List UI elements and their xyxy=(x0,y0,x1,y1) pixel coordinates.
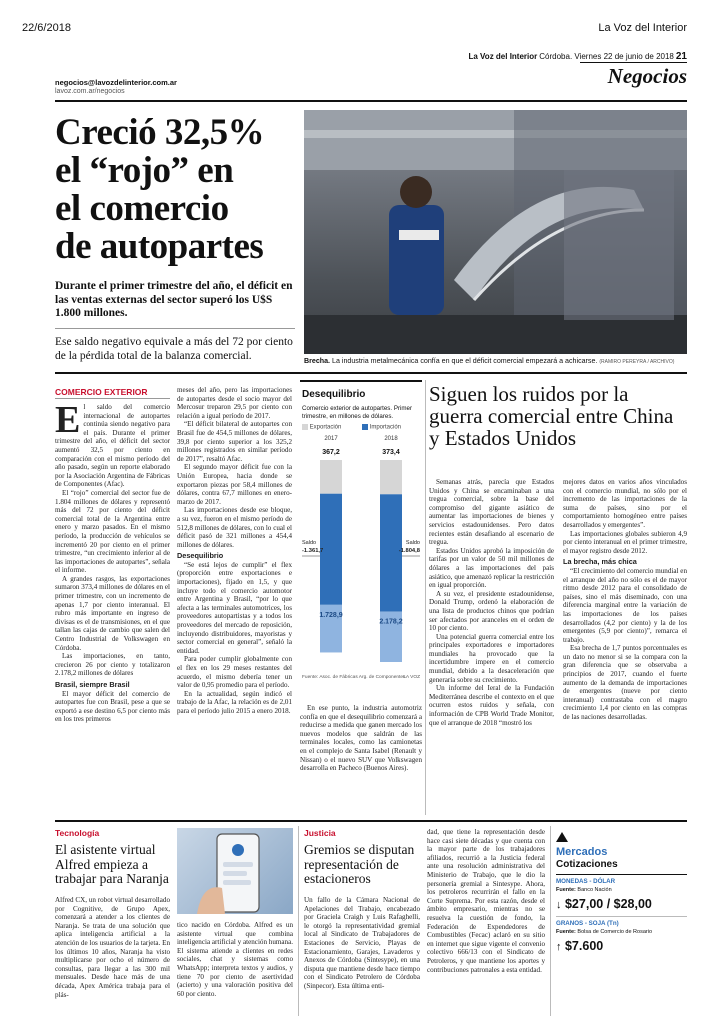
legend-import xyxy=(362,424,401,431)
china-col-1 xyxy=(429,478,554,814)
tech-label: Tecnología xyxy=(55,828,100,838)
lead-col2-p1: meses del año, pero las importaciones de autopartes desde el socio mayor del Mercosur treparon 29,5 por ciento con relación a igual período de 2017. xyxy=(177,386,292,420)
tech-headline: El asistente virtual Alfred empieza a trabajar para Naranja xyxy=(55,842,169,886)
legend-export-swatch xyxy=(302,424,308,430)
fx-value: $27,00 / $28,00 xyxy=(564,897,652,911)
legend-export-label: Exportación xyxy=(309,424,342,431)
china-col2-subhead: La brecha, más chica xyxy=(563,557,637,567)
lead-col-3 xyxy=(300,704,422,814)
headline-line-2: el “rojo” en xyxy=(55,150,234,191)
china-col1-p3: A su vez, el presidente estadounidense, Donald Trump, ordenó la elaboración de una lista de productos chinos que podrían ser afectados por aranceles en el orden de 10 por ciento. xyxy=(429,589,554,633)
headline-line-3: el comercio xyxy=(55,188,229,229)
legend-import-label: Importación xyxy=(369,424,402,431)
phone-illustration xyxy=(177,828,293,914)
lead-col2-p5: “Se está lejos de cumplir” el flex (proporción entre exportaciones e importaciones), fijado en 1,5, y que incluye todo el comercio automotor entre Argentina y Brasil, “por lo que afecta a las terminales automotrices, los proveedores autopartistas y a todos los proveedores del mercado de reposición, incluyendo distribuidores, mayoristas y sector comercial en general”, señaló la entidad. xyxy=(177,560,292,655)
lead-col-2 xyxy=(177,386,292,806)
infographic-subtitle: Comercio exterior de autopartes. Primer trimestre, en millones de dólares. xyxy=(302,405,413,420)
lead-subdeck: Ese saldo negativo equivale a más del 72 por ciento de la pérdida total de la balanza comercial. xyxy=(55,336,293,362)
lead-col1-p2: El “rojo” comercial del sector fue de 1.804 millones de dólares y representó más del 72 por ciento del déficit comercial total de la Argentina entre enero y marzo pasados. En el mismo período, la producción de vehículos se incrementó 20 por ciento en el primer trimestre, “un crecimiento inferior al de las importaciones de autopartes”, señala el informe. xyxy=(55,488,170,575)
year-label-2017: 2017 xyxy=(324,436,338,442)
lead-col2-p3: El segundo mayor déficit fue con la Unión Europea, hacia donde se exportaron piezas por 58,4 millones de dólares, contra 67,7 millones en enero-marzo de 2017. xyxy=(177,463,292,506)
grain-value-row xyxy=(556,939,603,953)
tech-col-2: tico nacido en Córdoba. Alfred es un asistente virtual que combina inteligencia artificial y atención humana. El sistema atiende a clientes en redes sociales, chat y sistemas como WhatsApp; interpreta textos y audios, y tiene 70 por ciento de asertividad (acierto) y una valoración positiva del 60 por ciento. xyxy=(177,921,293,998)
grain-label: GRANOS - SOJA (Tn) xyxy=(556,920,619,927)
section-email: negocios@lavozdelinterior.com.ar xyxy=(55,78,177,87)
masthead-page: 21 xyxy=(675,51,687,62)
legend-export xyxy=(302,424,341,431)
export-value-2018: 373,4 xyxy=(382,449,400,456)
infographic-title: Desequilibrio xyxy=(302,389,366,400)
headline-line-1: Creció 32,5% xyxy=(55,112,265,153)
saldo-label-2018: Saldo xyxy=(405,540,420,546)
import-value-2017: 1.728,9 xyxy=(319,611,343,619)
arrow-down-icon: ↓ xyxy=(556,899,562,911)
export-bar-2017 xyxy=(320,460,342,494)
fx-label: MONEDAS - DÓLAR xyxy=(556,878,616,885)
legend-import-swatch xyxy=(362,424,368,430)
china-col2-p2: Las importaciones globales subieron 4,9 por ciento interanual en el primer trimestre, el mayor registro desde 2012. xyxy=(563,529,687,555)
china-col2-p4: Esa brecha de 1,7 puntos porcentuales es un dato no menor si se la compara con la gran diferencia que se observaba a principios de 2017, cuando el fuerte aumento de la demanda de importaciones de emergentes (nueve por ciento interanual) contrastaba con el magro crecimiento 1,4 por ciento en las compras de las naciones desarrolladas. xyxy=(563,644,687,722)
factory-photo xyxy=(304,110,687,354)
lead-col3-p1: En ese punto, la industria automotriz confía en que el desequilibrio comenzará a reducirse a medida que ganen mercado los nuevos modelos que saldrán de las terminales locales, como las camionetas en el complejo de Santa Isabel (Renault y Nissan) o el nuevo SUV que Volkswagen desarrolla en Pacheco (Buenos Aires). xyxy=(300,704,422,773)
china-col1-p1: Semanas atrás, parecía que Estados Unidos y China se encaminaban a una tregua comercial, sobre la base del compromiso del gigante asiático de aumentar las importaciones de bienes y servicios estadounidenses. Pero datos recientes están desafiando al escenario de tregua. xyxy=(429,478,554,547)
china-col1-p2: Estados Unidos aprobó la imposición de tarifas por un valor de 50 mil millones de dólares a las importaciones del país asiático, que amenazó replicar la restricción en igual proporción. xyxy=(429,546,554,590)
print-site: La Voz del Interior xyxy=(598,22,687,34)
export-bar-2018 xyxy=(380,460,402,494)
logo-mark-icon xyxy=(556,832,568,842)
saldo-label-2017: Saldo xyxy=(302,540,317,546)
masthead-dateline: Córdoba. Viernes 22 de junio de 2018 xyxy=(539,52,674,61)
lead-headline xyxy=(55,114,295,266)
china-col2-p3: “El crecimiento del comercio mundial en el arranque del año no sólo es el de mayor ritmo desde 2012 para el consolidado de países, sino el más diseminado, con una diferencia marginal entre la variación de las importaciones de los países desarrollados (4,2 por ciento) y la de los emergentes (5,9 por ciento)”, remarca el trabajo. xyxy=(563,566,687,644)
saldo-value-2017: -1.361,7 xyxy=(302,548,324,554)
headline-line-4: de autopartes xyxy=(55,226,264,267)
lead-col2-p2: “El déficit bilateral de autopartes con Brasil fue de 454,5 millones de dólares, 39,8 por ciento superior a los 325,2 millones registrados en similar período de 2017”, resaltó Afac. xyxy=(177,420,292,463)
year-label-2018: 2018 xyxy=(384,436,398,442)
grain-source xyxy=(556,929,652,935)
fx-value-row xyxy=(556,897,652,911)
lead-col-1 xyxy=(55,403,170,803)
photo-credit: (RAMIRO PEREYRA / ARCHIVO) xyxy=(599,359,675,365)
chart-brand: LA VOZ xyxy=(403,675,420,680)
factory-scene-illustration xyxy=(304,110,687,354)
justice-col-1: Un fallo de la Cámara Nacional de Apelaciones del Trabajo, encabezado por Graciela Craigh y Luis Rafaghelli, le otorgó la representatividad gremial local al Sindicato de Trabajadores de Estaciones de Servicio, Playas de Estacionamiento, Garajes, Lavaderos y Anexos de Córdoba (Sintesype), en una disputa que mantiene desde hace tiempo con el Sindicato Petrolero de Córdoba (Sinpecor). Esta última enti- xyxy=(304,896,420,990)
fx-source xyxy=(556,887,612,893)
markets-box xyxy=(556,826,687,1016)
lead-deck: Durante el primer trimestre del año, el déficit en las ventas externas del sector superó los U$S 1.800 millones. xyxy=(55,280,293,319)
lead-col1-p3: A grandes rasgos, las exportaciones sumaron 373,4 millones de dólares en el primer trimestre, con un incremento de apenas 1,7 por ciento interanual. El rubro más importante en ingreso de divisas es el de transmisiones, en el que tallan las cajas de cambio que salen del Centro Industrial de Volkswagen en Córdoba. xyxy=(55,574,170,652)
section-title: Negocios xyxy=(607,64,687,88)
masthead-paper: La Voz del Interior xyxy=(468,52,538,61)
comercio-exterior-label: COMERCIO EXTERIOR xyxy=(55,387,148,397)
masthead xyxy=(469,51,688,62)
drop-cap: E xyxy=(55,403,81,441)
tech-col-1: Alfred CX, un robot virtual desarrollado por Cognitive, de Grupo Apex, comenzará a atender a los clientes de Naranja. Se trata de una solución que aplica inteligencia artificial a la atención de los usuarios de la tarjeta. En los últimos 10 años, Naranja ha visto multiplicarse por ocho el número de consultas, para llegar a las 300 mil mensuales. Desde hace más de una década, Apex América trabaja para el plás- xyxy=(55,896,170,999)
justice-col-2: dad, que tiene la representación desde hace casi siete décadas y que cuenta con la mayor parte de los trabajadores afiliados, recurrió a la Justicia federal ante una resolución administrativa del Ministerio de Trabajo, que le dio la personería gremial a Sintesype. Ahora, los petroleros recurrirán el fallo en la Corte Suprema. Por esta razón, desde el ámbito empresario, mientras no se resuelva la cuestión de fondo, la Federación de Expendedores de Combustibles (Fecac) aclaró en su sitio en internet que sigue vigente el convenio colectivo 666/13 con el Sindicato de Petroleros, y que mantiene los aportes y contribuciones patronales a esta entidad. xyxy=(427,828,545,974)
import-value-2018: 2.178,2 xyxy=(379,618,403,626)
lead-col1-p1: l saldo del comercio internacional de autopartes continúa siendo negativo para el país. Durante el primer trimestre del año, el déficit del sector aumentó 32,5 por ciento en comparación con el mismo período del año pasado, según un reporte elaborado por la Asociación Argentina de Fábricas de Componentes (Afac). xyxy=(55,403,170,489)
china-col-2 xyxy=(563,478,687,814)
phone-image xyxy=(177,828,293,914)
section-web: lavoz.com.ar/negocios xyxy=(55,88,125,95)
lead-col2-p7: En la actualidad, según indicó el trabajo de la Afac, la relación es de 2,01 para el período julio 2015 a enero 2018. xyxy=(177,689,292,715)
markets-title: Mercados xyxy=(556,846,608,858)
lead-col2-subhead: Desequilibrio xyxy=(177,551,224,561)
markets-subtitle: Cotizaciones xyxy=(556,859,618,870)
grain-source-bold: Fuente: xyxy=(556,929,576,935)
lead-col2-p6: Para poder cumplir globalmente con el flex en los 29 meses restantes del acuerdo, el mismo debería tener un valor de 0,95 promedio para el período. xyxy=(177,655,292,690)
saldo-value-2018: -1.804,8 xyxy=(398,548,420,554)
fx-source-bold: Fuente: xyxy=(556,887,576,893)
lead-col1-p5: El mayor déficit del comercio de autopartes fue con Brasil, pese a que se exportó a ese destino 6,5 por ciento más en los tres primeros xyxy=(55,689,170,724)
china-col1-p5: Un informe del Ieral de la Fundación Mediterránea describe el contexto en el que ocurren estos ruidos y señala, con información de CPB World Trade Monitor, que el arranque de 2018 “mostró los xyxy=(429,684,554,727)
import-bar-2017 xyxy=(320,494,342,605)
china-col2-p1: mejores datos en varios años vinculados con el comercio mundial, no sólo por el incremento de las importaciones de la suma de países, sino por el comportamiento homogéneo entre países desarrollados y emergentes”. xyxy=(563,478,687,529)
lead-col2-p4: Las importaciones desde ese bloque, a su vez, fueron en el mismo período de 512,8 millones de dólares, con lo cual el déficit pasó de 321 millones a 454,4 millones de dólares. xyxy=(177,506,292,549)
china-headline: Siguen los ruidos por la guerra comercial entre China y Estados Unidos xyxy=(429,382,674,450)
infographic xyxy=(300,380,422,690)
print-date: 22/6/2018 xyxy=(22,22,71,34)
grain-source-text: Bolsa de Comercio de Rosario xyxy=(577,929,652,935)
china-col1-p4: Una potencial guerra comercial entre los principales exportadores e importadores mundiales ha provocado que la incertidumbre impere en el comercio mundial, debido a la desaceleración que generaría sobre su crecimiento. xyxy=(429,632,554,684)
justice-headline: Gremios se disputan representación de estacioneros xyxy=(304,842,415,886)
fx-source-text: Banco Nación xyxy=(577,887,612,893)
justice-label: Justicia xyxy=(304,828,336,838)
lead-col1-p4: Las importaciones, en tanto, crecieron 26 por ciento y totalizaron 2.178,2 millones de dólares xyxy=(55,652,170,678)
photo-caption-text: La industria metalmecánica confía en que el déficit comercial empezará a achicarse. xyxy=(332,357,598,365)
photo-caption-bold: Brecha. xyxy=(304,357,331,365)
photo-caption xyxy=(304,357,687,367)
chart-source: Fuente: Asoc. de Fábricas Arg. de Componentes xyxy=(302,675,406,680)
trade-bar-chart xyxy=(300,432,422,672)
grain-value: $7.600 xyxy=(564,939,604,953)
arrow-up-icon: ↑ xyxy=(556,941,562,953)
lead-col1-subhead: Brasil, siempre Brasil xyxy=(55,680,130,689)
export-value-2017: 367,2 xyxy=(322,449,340,456)
